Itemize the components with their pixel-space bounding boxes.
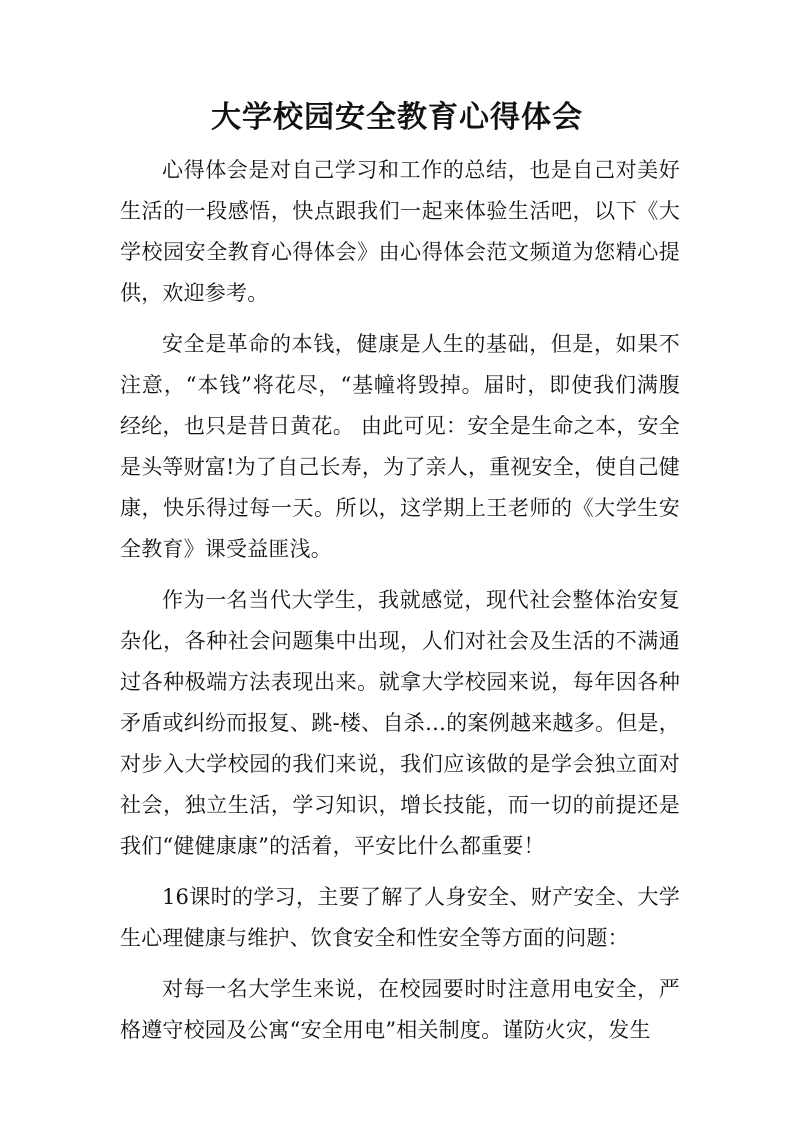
paragraph-electrical-safety: 对每一名大学生来说，在校园要时时注意用电安全，严格遵守校园及公寓“安全用电”相关制度。谨防火灾，发生 bbox=[120, 977, 680, 1042]
document-body bbox=[120, 150, 680, 1051]
paragraph-course-topics: 16课时的学习，主要了解了人身安全、财产安全、大学生心理健康与维护、饮食安全和性安全等方面的问题： bbox=[120, 885, 680, 950]
paragraph-modern-society: 作为一名当代大学生，我就感觉，现代社会整体治安复杂化，各种社会问题集中出现，人们对社会及生活的不满通过各种极端方法表现出来。就拿大学校园来说，每年因各种矛盾或纠纷而报复、跳-楼、自杀…的案例越来越多。但是，对步入大学校园的我们来说，我们应该做的是学会独立面对社会，独立生活，学习知识，增长技能，而一切的前提还是我们“健健康康”的活着，平安比什么都重要！ bbox=[120, 588, 680, 858]
paragraph-safety-foundation: 安全是革命的本钱，健康是人生的基础，但是，如果不注意，“本钱”将花尽，“基幢将毁掉。届时，即使我们满腹经纶，也只是昔日黄花。 由此可见：安全是生命之本，安全是头等财富!为了自己长寿，为了亲人，重视安全，使自己健康，快乐得过每一天。所以，这学期上王老师的《大学生安全教育》课受益匪浅。 bbox=[120, 332, 680, 561]
paragraph-intro: 心得体会是对自己学习和工作的总结，也是自己对美好生活的一段感悟，快点跟我们一起来体验生活吧，以下《大学校园安全教育心得体会》由心得体会范文频道为您精心提供，欢迎参考。 bbox=[120, 158, 680, 305]
document-title: 大学校园安全教育心得体会 bbox=[211, 100, 583, 135]
